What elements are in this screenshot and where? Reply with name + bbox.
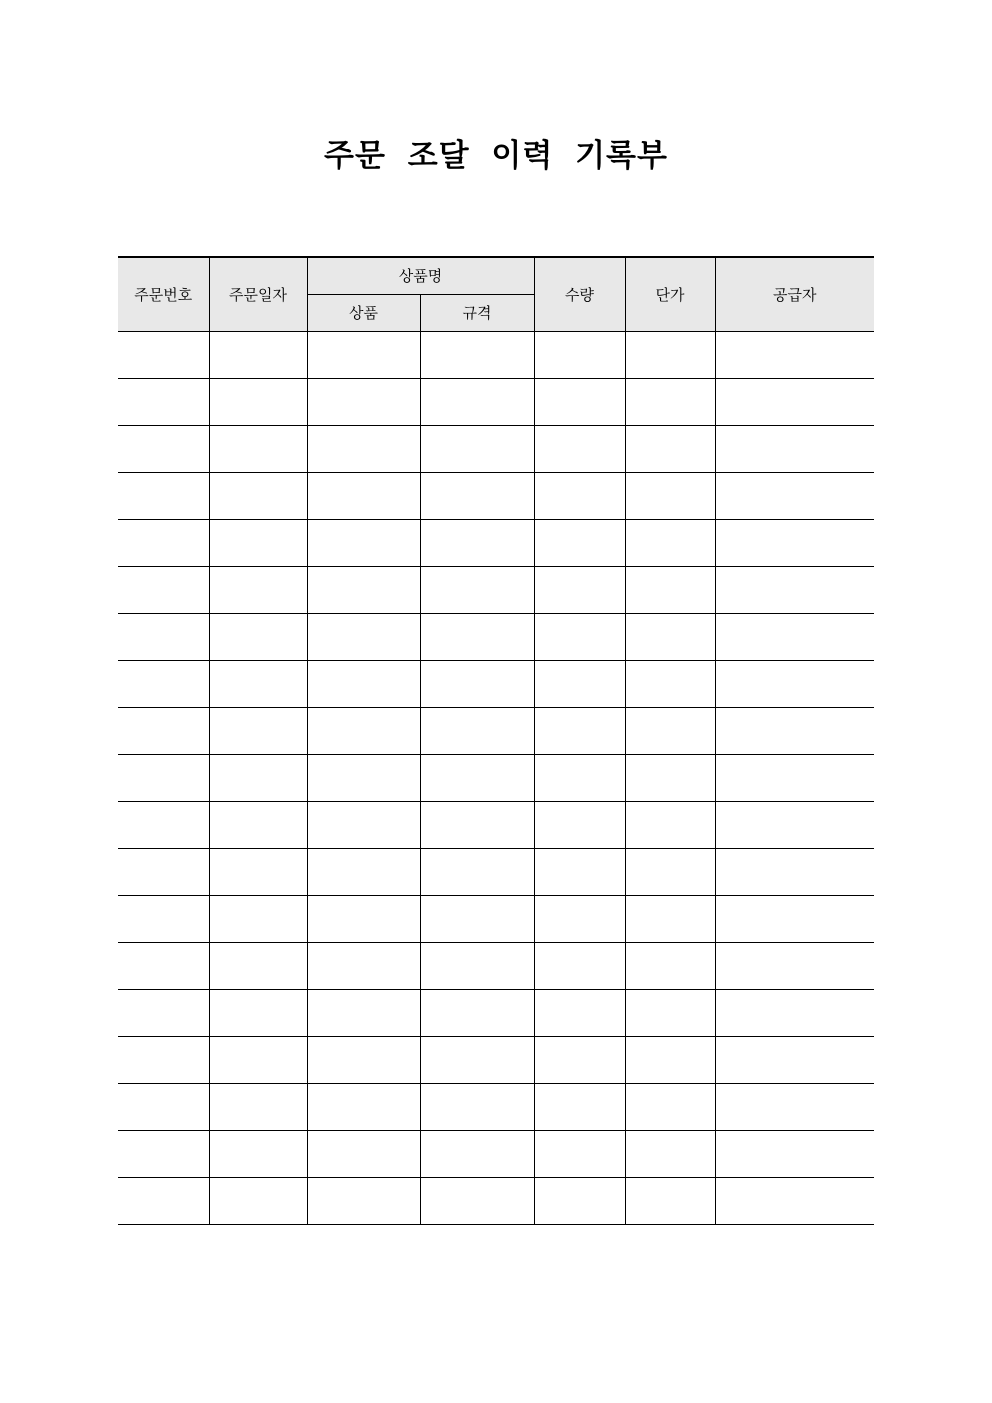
- order-date-cell[interactable]: [209, 472, 307, 519]
- table-row: [118, 942, 874, 989]
- quantity-cell[interactable]: [534, 1177, 625, 1224]
- product-cell[interactable]: [307, 613, 420, 660]
- table-row: [118, 1130, 874, 1177]
- order-no-cell[interactable]: [118, 707, 209, 754]
- order-no-cell[interactable]: [118, 1130, 209, 1177]
- table-row: [118, 1177, 874, 1224]
- product-cell[interactable]: [307, 1036, 420, 1083]
- order-no-cell[interactable]: [118, 660, 209, 707]
- header-spec: 규격: [420, 294, 534, 331]
- table-row: [118, 754, 874, 801]
- product-cell[interactable]: [307, 425, 420, 472]
- unit-price-cell[interactable]: [625, 1083, 715, 1130]
- order-no-cell[interactable]: [118, 378, 209, 425]
- unit-price-cell[interactable]: [625, 613, 715, 660]
- table-row: [118, 566, 874, 613]
- unit-price-cell[interactable]: [625, 660, 715, 707]
- product-cell[interactable]: [307, 472, 420, 519]
- product-cell[interactable]: [307, 1130, 420, 1177]
- order-date-cell[interactable]: [209, 801, 307, 848]
- spec-cell[interactable]: [420, 519, 534, 566]
- spec-cell[interactable]: [420, 472, 534, 519]
- spec-cell[interactable]: [420, 848, 534, 895]
- supplier-cell[interactable]: [715, 331, 874, 378]
- table-row: [118, 425, 874, 472]
- order-no-cell[interactable]: [118, 472, 209, 519]
- spec-cell[interactable]: [420, 378, 534, 425]
- product-cell[interactable]: [307, 519, 420, 566]
- unit-price-cell[interactable]: [625, 801, 715, 848]
- supplier-cell[interactable]: [715, 519, 874, 566]
- table-row: [118, 1083, 874, 1130]
- spec-cell[interactable]: [420, 425, 534, 472]
- quantity-cell[interactable]: [534, 942, 625, 989]
- order-no-cell[interactable]: [118, 1083, 209, 1130]
- spec-cell[interactable]: [420, 1083, 534, 1130]
- spec-cell[interactable]: [420, 660, 534, 707]
- quantity-cell[interactable]: [534, 472, 625, 519]
- spec-cell[interactable]: [420, 754, 534, 801]
- supplier-cell[interactable]: [715, 472, 874, 519]
- supplier-cell[interactable]: [715, 989, 874, 1036]
- supplier-cell[interactable]: [715, 942, 874, 989]
- spec-cell[interactable]: [420, 1177, 534, 1224]
- order-no-cell[interactable]: [118, 848, 209, 895]
- quantity-cell[interactable]: [534, 707, 625, 754]
- table-row: [118, 1036, 874, 1083]
- table-header: [118, 257, 874, 331]
- order-date-cell[interactable]: [209, 942, 307, 989]
- product-cell[interactable]: [307, 848, 420, 895]
- product-cell[interactable]: [307, 707, 420, 754]
- unit-price-cell[interactable]: [625, 707, 715, 754]
- order-no-cell[interactable]: [118, 566, 209, 613]
- order-no-cell[interactable]: [118, 613, 209, 660]
- order-date-cell[interactable]: [209, 566, 307, 613]
- unit-price-cell[interactable]: [625, 1177, 715, 1224]
- table-row: [118, 613, 874, 660]
- header-product-name-group: 상품명: [307, 257, 534, 294]
- unit-price-cell[interactable]: [625, 378, 715, 425]
- supplier-cell[interactable]: [715, 848, 874, 895]
- quantity-cell[interactable]: [534, 660, 625, 707]
- order-no-cell[interactable]: [118, 331, 209, 378]
- supplier-cell[interactable]: [715, 425, 874, 472]
- order-date-cell[interactable]: [209, 613, 307, 660]
- unit-price-cell[interactable]: [625, 472, 715, 519]
- header-row: [118, 257, 874, 294]
- order-date-cell[interactable]: [209, 1036, 307, 1083]
- unit-price-cell[interactable]: [625, 425, 715, 472]
- header-quantity: 수량: [534, 257, 625, 331]
- order-no-cell[interactable]: [118, 895, 209, 942]
- table-row: [118, 848, 874, 895]
- spec-cell[interactable]: [420, 331, 534, 378]
- spec-cell[interactable]: [420, 707, 534, 754]
- order-date-cell[interactable]: [209, 707, 307, 754]
- quantity-cell[interactable]: [534, 1036, 625, 1083]
- quantity-cell[interactable]: [534, 519, 625, 566]
- product-cell[interactable]: [307, 754, 420, 801]
- table-row: [118, 895, 874, 942]
- order-date-cell[interactable]: [209, 1177, 307, 1224]
- header-order-date: 주문일자: [209, 257, 307, 331]
- unit-price-cell[interactable]: [625, 1036, 715, 1083]
- product-cell[interactable]: [307, 895, 420, 942]
- spec-cell[interactable]: [420, 942, 534, 989]
- product-cell[interactable]: [307, 942, 420, 989]
- spec-cell[interactable]: [420, 566, 534, 613]
- order-no-cell[interactable]: [118, 754, 209, 801]
- quantity-cell[interactable]: [534, 378, 625, 425]
- spec-cell[interactable]: [420, 895, 534, 942]
- header-supplier: 공급자: [715, 257, 874, 331]
- supplier-cell[interactable]: [715, 613, 874, 660]
- supplier-cell[interactable]: [715, 895, 874, 942]
- unit-price-cell[interactable]: [625, 895, 715, 942]
- table-row: [118, 519, 874, 566]
- order-no-cell[interactable]: [118, 801, 209, 848]
- unit-price-cell[interactable]: [625, 942, 715, 989]
- supplier-cell[interactable]: [715, 378, 874, 425]
- spec-cell[interactable]: [420, 1130, 534, 1177]
- order-no-cell[interactable]: [118, 425, 209, 472]
- order-no-cell[interactable]: [118, 942, 209, 989]
- order-no-cell[interactable]: [118, 1036, 209, 1083]
- product-cell[interactable]: [307, 1083, 420, 1130]
- quantity-cell[interactable]: [534, 895, 625, 942]
- order-no-cell[interactable]: [118, 519, 209, 566]
- quantity-cell[interactable]: [534, 566, 625, 613]
- table-row: [118, 378, 874, 425]
- supplier-cell[interactable]: [715, 1177, 874, 1224]
- order-date-cell[interactable]: [209, 378, 307, 425]
- supplier-cell[interactable]: [715, 707, 874, 754]
- header-product: 상품: [307, 294, 420, 331]
- table-row: [118, 707, 874, 754]
- table-body: [118, 331, 874, 1224]
- order-ledger-table: [118, 256, 874, 1225]
- spec-cell[interactable]: [420, 989, 534, 1036]
- order-date-cell[interactable]: [209, 895, 307, 942]
- table-row: [118, 989, 874, 1036]
- supplier-cell[interactable]: [715, 801, 874, 848]
- order-date-cell[interactable]: [209, 1083, 307, 1130]
- product-cell[interactable]: [307, 331, 420, 378]
- supplier-cell[interactable]: [715, 660, 874, 707]
- unit-price-cell[interactable]: [625, 1130, 715, 1177]
- product-cell[interactable]: [307, 660, 420, 707]
- spec-cell[interactable]: [420, 613, 534, 660]
- quantity-cell[interactable]: [534, 425, 625, 472]
- spec-cell[interactable]: [420, 1036, 534, 1083]
- header-order-no: 주문번호: [118, 257, 209, 331]
- unit-price-cell[interactable]: [625, 848, 715, 895]
- product-cell[interactable]: [307, 801, 420, 848]
- product-cell[interactable]: [307, 989, 420, 1036]
- table-row: [118, 331, 874, 378]
- order-date-cell[interactable]: [209, 989, 307, 1036]
- table-row: [118, 660, 874, 707]
- order-date-cell[interactable]: [209, 331, 307, 378]
- supplier-cell[interactable]: [715, 1083, 874, 1130]
- quantity-cell[interactable]: [534, 1083, 625, 1130]
- table-row: [118, 801, 874, 848]
- product-cell[interactable]: [307, 378, 420, 425]
- order-date-cell[interactable]: [209, 848, 307, 895]
- order-date-cell[interactable]: [209, 425, 307, 472]
- quantity-cell[interactable]: [534, 1130, 625, 1177]
- order-date-cell[interactable]: [209, 754, 307, 801]
- order-date-cell[interactable]: [209, 660, 307, 707]
- spec-cell[interactable]: [420, 801, 534, 848]
- supplier-cell[interactable]: [715, 566, 874, 613]
- quantity-cell[interactable]: [534, 848, 625, 895]
- unit-price-cell[interactable]: [625, 519, 715, 566]
- order-no-cell[interactable]: [118, 989, 209, 1036]
- quantity-cell[interactable]: [534, 331, 625, 378]
- header-unit-price: 단가: [625, 257, 715, 331]
- supplier-cell[interactable]: [715, 1130, 874, 1177]
- order-date-cell[interactable]: [209, 1130, 307, 1177]
- unit-price-cell[interactable]: [625, 331, 715, 378]
- order-no-cell[interactable]: [118, 1177, 209, 1224]
- unit-price-cell[interactable]: [625, 566, 715, 613]
- supplier-cell[interactable]: [715, 1036, 874, 1083]
- supplier-cell[interactable]: [715, 754, 874, 801]
- page-title: 주문 조달 이력 기록부: [324, 138, 668, 174]
- quantity-cell[interactable]: [534, 613, 625, 660]
- product-cell[interactable]: [307, 566, 420, 613]
- unit-price-cell[interactable]: [625, 754, 715, 801]
- unit-price-cell[interactable]: [625, 989, 715, 1036]
- product-cell[interactable]: [307, 1177, 420, 1224]
- table-row: [118, 472, 874, 519]
- quantity-cell[interactable]: [534, 801, 625, 848]
- quantity-cell[interactable]: [534, 989, 625, 1036]
- order-date-cell[interactable]: [209, 519, 307, 566]
- quantity-cell[interactable]: [534, 754, 625, 801]
